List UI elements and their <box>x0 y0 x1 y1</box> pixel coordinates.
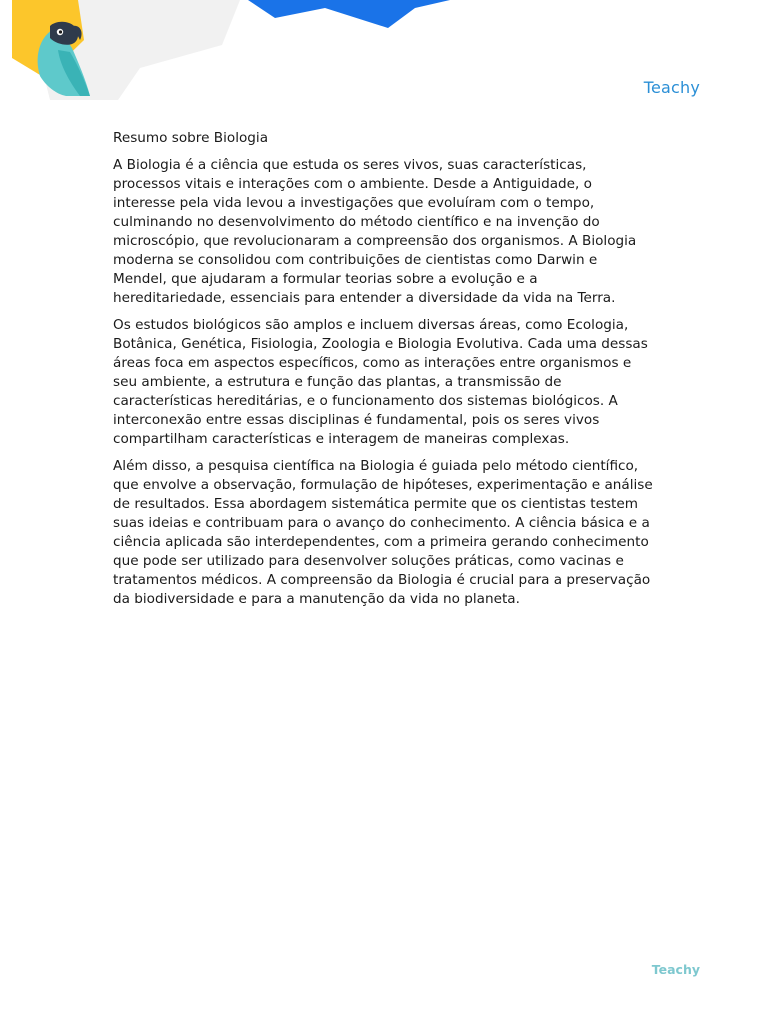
paragraph: Além disso, a pesquisa científica na Biologia é guiada pelo método científico, que envolve a observação, formulação de hipóteses, experimentação e análise de resultados. Essa abordagem sistemática permite que os cientistas testem suas ideias e contribuam para o avanço do conhecimento. A ciência básica e a ciência aplicada são interdependentes, com a primeira gerando conhecimento que pode ser utilizado para desenvolver soluções práticas, como vacinas e tratamentos médicos. A compreensão da Biologia é crucial para a preservação da biodiversidade e para a manutenção da vida no planeta. <box>113 458 653 607</box>
paragraph: Os estudos biológicos são amplos e incluem diversas áreas, como Ecologia, Botânica, Genética, Fisiologia, Zoologia e Biologia Evolutiva. Cada uma dessas áreas foca em aspectos específicos, como as interações entre organismos e seu ambiente, a estrutura e função das plantas, a transmissão de características hereditárias, e o funcionamento dos sistemas biológicos. A interconexão entre essas disciplinas é fundamental, pois os seres vivos compartilham características e interagem de maneiras complexas. <box>113 317 648 447</box>
footer-brand-text: Teachy <box>651 962 700 977</box>
paragraph: A Biologia é a ciência que estuda os seres vivos, suas características, processos vitais e interações com o ambiente. Desde a Antiguidade, o interesse pela vida levou a investigações que evoluíram com o tempo, culminando no desenvolvimento do método científico e na invenção do microscópio, que revolucionaram a compreensão dos organismos. A Biologia moderna se consolidou com contribuições de cientistas como Darwin e Mendel, que ajudaram a formular teorias sobre a evolução e a hereditariedade, essenciais para entender a diversidade da vida na Terra. <box>113 157 637 306</box>
brand-logo-text: Teachy <box>643 78 700 97</box>
document-body <box>113 129 653 617</box>
header-blue-shape <box>248 0 450 28</box>
header-decoration <box>0 0 460 100</box>
document-title: Resumo sobre Biologia <box>113 130 269 146</box>
